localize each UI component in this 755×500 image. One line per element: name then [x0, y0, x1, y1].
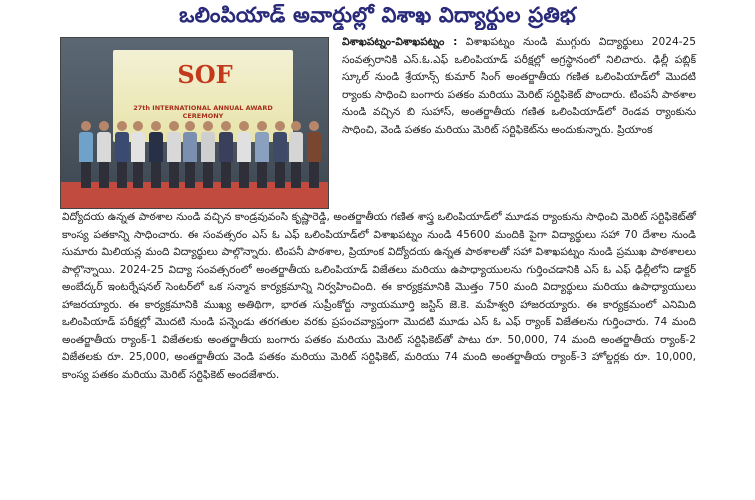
- article-body-text: విద్యోదయ ఉన్నత పాఠశాల నుండి వచ్చిన కాండ్రవువంసి కృష్ణారెడ్డి, అంతర్జాతీయ గణిత శాస్త్ర ఒలింపియాడ్‌లో మూడవ ర్యాంకును సాధించి మెరిట్ సర్టిఫికెట్‌తో కాంస్య పతకాన్ని సాధించారు. ఈ సంవత్సరం ఎస్ ఓ ఎఫ్ ఒలింపియాడ్‌లో విశాఖపట్నం నుండి 45600 మందికి పైగా విద్యార్థులు సహా 70 దేశాల నుండి సుమారు మిలియన్ల మంది విద్యార్థులు పాల్గొన్నారు. టింపనీ పాఠశాల, ప్రియాంక విద్యోదయ ఉన్నత పాఠశాలతో సహా విశాఖపట్నం నుండి ప్రముఖ పాఠశాలలు పాల్గొన్నాయి. 2024-25 విద్యా సంవత్సరంలో అంతర్జాతీయ ఒలింపియాడ్ విజేతలు మరియు ఉపాధ్యాయులను గుర్తించడానికి ఎస్ ఓ ఎఫ్ ఢిల్లీలోని డాక్టర్ అంబేద్కర్ ఇంటర్నేషనల్ సెంటర్‌లో ఒక సన్మాన కార్యక్రమాన్ని నిర్వహించింది. ఈ కార్యక్రమానికి మొత్తం 750 మంది విద్యార్థులు మరియు ఉపాధ్యాయులు హాజరయ్యారు. ఈ కార్యక్రమానికి ముఖ్య అతిథిగా, భారత సుప్రీంకోర్టు న్యాయమూర్తి జస్టిస్ జె.కె. మహేశ్వరి హాజరయ్యారు. ఈ కార్యక్రమంలో ఎనిమిది ఒలింపియాడ్ పరీక్షల్లో మొదటి నుండి పన్నెండు తరగతుల వరకు ప్రపంచవ్యాప్తంగా మొదటి మూడు ఎస్ ఓ ఎఫ్ ర్యాంక్ విజేతలను గుర్తించారు. 74 మంది అంతర్జాతీయ ర్యాంక్-1 విజేతలకు అంతర్జాతీయ బంగారు పతకం మరియు మెరిట్ సర్టిఫికెట్‌తో పాటు రూ. 50,000, 74 మంది అంతర్జాతీయ ర్యాంక్-2 విజేతలకు రూ. 25,000, అంతర్జాతీయ వెండి పతకం మరియు మెరిట్ సర్టిఫికెట్, మరియు 74 మంది అంతర్జాతీయ ర్యాంక్-3 హోల్డర్లకు రూ. 10,000, కాంస్య పతకం మరియు మెరిట్ సర్టిఫికెట్ అందజేశారు.: [62, 211, 696, 381]
- person-figure: [97, 121, 111, 188]
- person-figure: [167, 121, 181, 188]
- person-figure: [131, 121, 145, 188]
- award-ceremony-photo: [60, 37, 329, 209]
- article-right-column: [342, 34, 696, 139]
- person-figure: [183, 121, 197, 188]
- person-figure: [273, 121, 287, 188]
- person-figure: [307, 121, 321, 188]
- headline: ఒలింపియాడ్ అవార్డుల్లో విశాఖ విద్యార్థుల ప్రతిభ: [179, 3, 576, 27]
- person-figure: [255, 121, 269, 188]
- person-figure: [149, 121, 163, 188]
- person-figure: [115, 121, 129, 188]
- person-figure: [237, 121, 251, 188]
- article-right-text: విశాఖపట్నం నుండి ముగ్గురు విద్యార్థులు 2024-25 సంవత్సరానికి ఎస్.ఓ.ఎఫ్ ఒలింపియాడ్ పరీక్షల్లో అగ్రస్థానంలో నిలిచారు. ఢిల్లీ పబ్లిక్ స్కూల్ నుండి శ్రేయాన్స్ కుమార్ సింగ్ అంతర్జాతీయ గణిత ఒలింపియాడ్‌లో మొదటి ర్యాంకు సాధించి బంగారు పతకం మరియు మెరిట్ సర్టిఫికెట్ పొందారు. టింపనీ పాఠశాల నుండి వచ్చిన బి సుహాస్, అంతర్జాతీయ గణిత ఒలింపియాడ్‌లో రెండవ ర్యాంకును సాధించి, వెండి పతకం మరియు మెరిట్ సర్టిఫికెట్‌ను అందుకున్నారు. ప్రియాంక: [342, 36, 696, 136]
- dateline: విశాఖపట్నం-విశాఖపట్నం :: [342, 36, 458, 48]
- person-figure: [219, 121, 233, 188]
- banner-caption: 27th INTERNATIONAL ANNUAL AWARD CEREMONY: [133, 104, 273, 120]
- article-full-width: [62, 209, 696, 384]
- person-figure: [79, 121, 93, 188]
- sof-logo: SOF: [177, 60, 233, 89]
- person-figure: [201, 121, 215, 188]
- person-figure: [289, 121, 303, 188]
